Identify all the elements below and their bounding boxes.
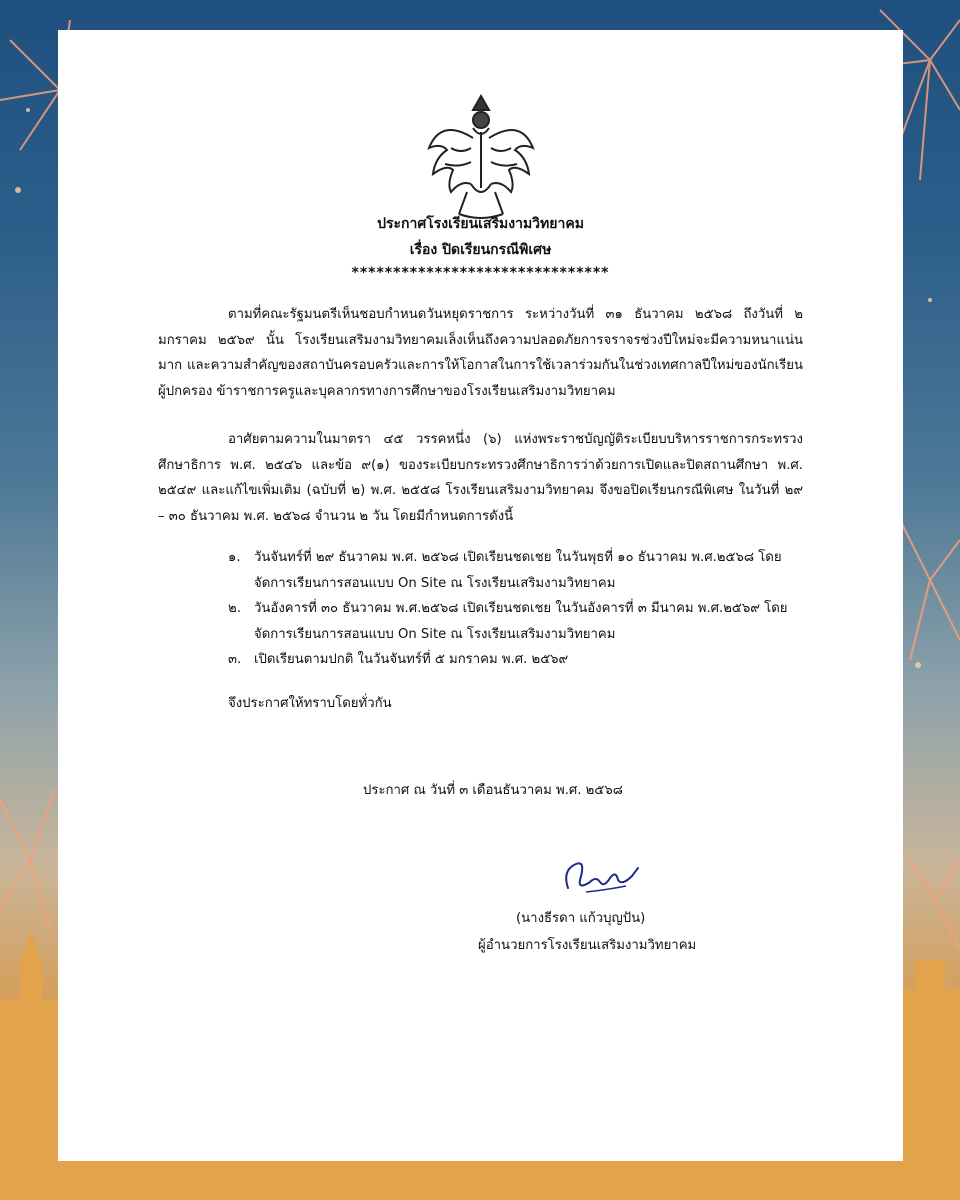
list-item-number: ๑.: [228, 550, 241, 565]
announcement-subject: เรื่อง ปิดเรียนกรณีพิเศษ: [409, 242, 552, 258]
body-paragraph-2: อาศัยตามความในมาตรา ๔๕ วรรคหนึ่ง (๖) แห่งพระราชบัญญัติระเบียบบริหารราชการกระทรวงศึกษาธิการ พ.ศ. ๒๕๔๖ และข้อ ๙(๑) ของระเบียบกระทรวงศึกษาธิการว่าด้วยการเปิดและปิดสถานศึกษา พ.ศ. ๒๕๔๙ และแก้ไขเพิ่มเติม (ฉบับที่ ๒) พ.ศ. ๒๕๕๘ โรงเรียนเสริมงามวิทยาคม จึงขอปิดเรียนกรณีพิเศษ ในวันที่ ๒๙ – ๓๐ ธันวาคม พ.ศ. ๒๕๖๘ จำนวน ๒ วัน โดยมีกำหนดการดังนี้: [158, 432, 803, 524]
announcement-date: ประกาศ ณ วันที่ ๓ เดือนธันวาคม พ.ศ. ๒๕๖๘: [363, 783, 623, 798]
list-item: [228, 596, 808, 647]
list-item-number: ๓.: [228, 652, 242, 667]
signer-position: ผู้อำนวยการโรงเรียนเสริมงามวิทยาคม: [478, 938, 697, 953]
signer-name: (นางธีรดา แก้วบุญปัน): [516, 911, 646, 926]
announcement-paper: [58, 30, 903, 1161]
list-item-text: วันจันทร์ที่ ๒๙ ธันวาคม พ.ศ. ๒๕๖๘ เปิดเรียนชดเชย ในวันพุธที่ ๑๐ ธันวาคม พ.ศ.๒๕๖๘ โดยจัดการเรียนการสอนแบบ On Site ณ โรงเรียนเสริมงามวิทยาคม: [254, 550, 782, 591]
garuda-emblem-icon: [421, 88, 541, 226]
announcement-title: ประกาศโรงเรียนเสริมงามวิทยาคม: [377, 216, 584, 232]
header-separator: *******************************: [351, 265, 610, 281]
list-item-text: วันอังคารที่ ๓๐ ธันวาคม พ.ศ.๒๕๖๘ เปิดเรียนชดเชย ในวันอังคารที่ ๓ มีนาคม พ.ศ.๒๕๖๙ โดยจัดการเรียนการสอนแบบ On Site ณ โรงเรียนเสริมงามวิทยาคม: [254, 601, 788, 642]
schedule-list: [228, 545, 808, 673]
closing-statement: จึงประกาศให้ทราบโดยทั่วกัน: [228, 696, 392, 711]
body-paragraph-1: ตามที่คณะรัฐมนตรีเห็นชอบกำหนดวันหยุดราชการ ระหว่างวันที่ ๓๑ ธันวาคม ๒๕๖๘ ถึงวันที่ ๒ มกราคม ๒๕๖๙ นั้น โรงเรียนเสริมงามวิทยาคมเล็งเห็นถึงความปลอดภัยการจราจรช่วงปีใหม่จะมีความหนาแน่นมาก และความสำคัญของสถาบันครอบครัวและการให้โอกาสในการใช้เวลาร่วมกันในช่วงเทศกาลปีใหม่ของนักเรียน ผู้ปกครอง ข้าราชการครูและบุคลากรทางการศึกษาของโรงเรียนเสริมงามวิทยาคม: [158, 307, 803, 399]
list-item: [228, 545, 808, 596]
list-item-number: ๒.: [228, 601, 241, 616]
list-item-text: เปิดเรียนตามปกติ ในวันจันทร์ที่ ๕ มกราคม พ.ศ. ๒๕๖๙: [254, 652, 569, 667]
signature-mark: [556, 850, 646, 900]
list-item: [228, 647, 808, 673]
